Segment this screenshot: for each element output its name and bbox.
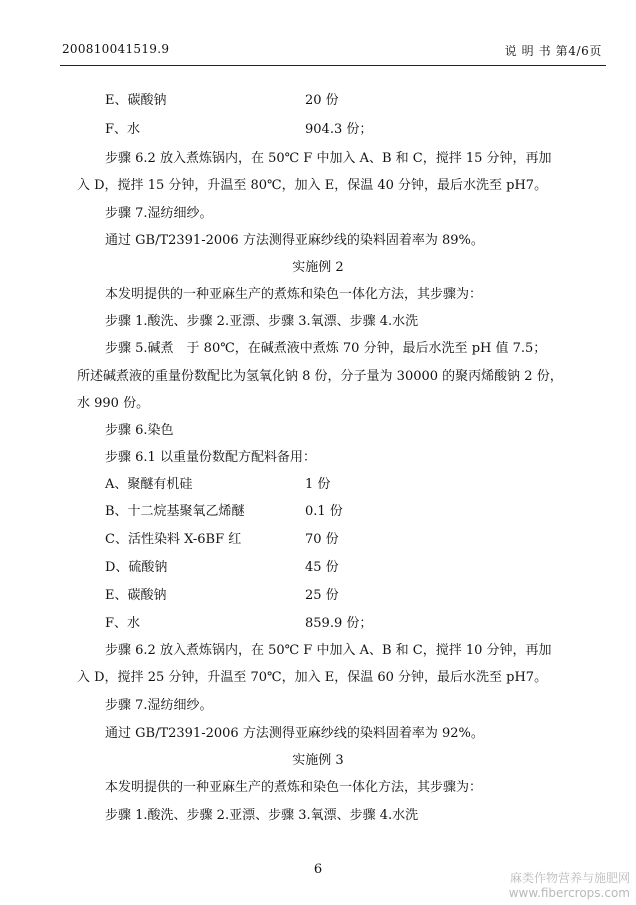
ingredient-b-value: 0.1 份: [305, 504, 343, 519]
step62-2-line2: 入 D，搅拌 25 分钟，升温至 70℃，加入 E，保温 60 分钟，最后水洗至 pH7。: [77, 670, 548, 685]
step7-1: 步骤 7.湿纺细纱。: [105, 206, 213, 221]
ingredient-d-label: D、硫酸钠: [105, 560, 168, 575]
page-number: 6: [313, 862, 323, 877]
ingredient-f1-label: F、水: [105, 122, 141, 137]
ingredient-f2-value: 859.9 份；: [305, 616, 373, 631]
watermark: [509, 871, 630, 901]
ingredient-d-value: 45 份: [305, 560, 339, 575]
watermark-site-name: 麻类作物营养与施肥网: [509, 871, 630, 885]
step62-1-line2: 入 D，搅拌 15 分钟，升温至 80℃，加入 E，保温 40 分钟，最后水洗至 pH7。: [77, 178, 548, 193]
example2-step61: 步骤 6.1 以重量份数配方配料备用：: [105, 450, 316, 465]
ingredient-e1-value: 20 份: [305, 93, 339, 108]
ingredient-e2-label: E、碳酸钠: [105, 588, 167, 603]
ingredient-a-label: A、聚醚有机硅: [105, 477, 193, 492]
watermark-url: www.fibercrops.com: [508, 886, 630, 900]
ingredient-c-label: C、活性染料 X-6BF 红: [105, 532, 242, 547]
example2-steps1-4: 步骤 1.酸洗、步骤 2.亚漂、步骤 3.氧漂、步骤 4.水洗: [105, 314, 419, 329]
step7-2: 步骤 7.湿纺细纱。: [105, 698, 213, 713]
example2-step5-line2: 所述碱煮液的重量份数配比为氢氧化钠 8 份，分子量为 30000 的聚丙烯酸钠 2 份，: [77, 369, 563, 384]
example2-title: 实施例 2: [292, 260, 344, 275]
example2-step5-line3: 水 990 份。: [77, 396, 150, 411]
ingredient-e1-label: E、碳酸钠: [105, 93, 167, 108]
example2-step6: 步骤 6.染色: [105, 423, 174, 438]
header-section-title: 说 明 书: [504, 44, 552, 58]
ingredient-f1-value: 904.3 份；: [305, 122, 373, 137]
example3-title: 实施例 3: [292, 753, 344, 768]
ingredient-f2-label: F、水: [105, 616, 141, 631]
ingredient-a-value: 1 份: [305, 477, 331, 492]
step62-2-line1: 步骤 6.2 放入煮炼锅内，在 50℃ F 中加入 A、B 和 C，搅拌 10 分钟，再加: [105, 643, 552, 658]
ingredient-c-value: 70 份: [305, 532, 339, 547]
header-page-of: 第4/6页: [555, 44, 602, 58]
ingredient-b-label: B、十二烷基聚氧乙烯醚: [105, 504, 245, 519]
example3-intro: 本发明提供的一种亚麻生产的煮炼和染色一体化方法，其步骤为：: [105, 780, 483, 795]
example2-step5-line1: 步骤 5.碱煮 于 80℃，在碱煮液中煮炼 70 分钟，最后水洗至 pH 值 7.5；: [105, 341, 547, 356]
example2-intro: 本发明提供的一种亚麻生产的煮炼和染色一体化方法，其步骤为：: [105, 287, 483, 302]
ingredient-e2-value: 25 份: [305, 588, 339, 603]
document-number: 200810041519.9: [62, 42, 170, 56]
result-2: 通过 GB/T2391-2006 方法测得亚麻纱线的染料固着率为 92%。: [105, 726, 484, 741]
example3-steps1-4: 步骤 1.酸洗、步骤 2.亚漂、步骤 3.氧漂、步骤 4.水洗: [105, 808, 419, 823]
result-1: 通过 GB/T2391-2006 方法测得亚麻纱线的染料固着率为 89%。: [105, 233, 484, 248]
step62-1-line1: 步骤 6.2 放入煮炼锅内，在 50℃ F 中加入 A、B 和 C，搅拌 15 分钟，再加: [105, 151, 552, 166]
